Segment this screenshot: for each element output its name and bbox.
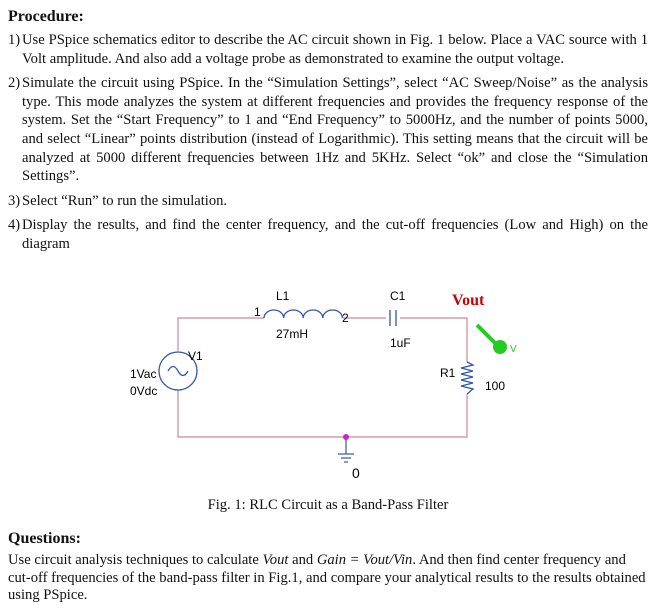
ground-symbol	[338, 437, 354, 462]
figure-caption: Fig. 1: RLC Circuit as a Band-Pass Filter	[207, 497, 449, 513]
ground-node-dot	[343, 434, 349, 440]
questions-heading: Questions:	[8, 530, 81, 547]
questions-text-3: . And then find center frequency and cut-off frequencies of the band-pass filter in Fig.1, and compare your analytical results to the results obtained using PSpice.	[8, 552, 646, 603]
voltage-probe-icon	[477, 325, 507, 354]
circuit-wires	[178, 318, 467, 437]
probe-letter: V	[510, 344, 517, 355]
capacitor-c1	[390, 310, 396, 326]
v1-label: V1	[188, 349, 203, 363]
step-text: Display the results, and find the center frequency, and the cut-off frequencies (Low and High) on the diagram	[22, 217, 648, 252]
node-1-label: 1	[254, 305, 261, 319]
r1-value: 100	[485, 379, 506, 393]
procedure-heading: Procedure:	[8, 8, 84, 25]
l1-label: L1	[276, 289, 290, 303]
v1-ac-value: 1Vac	[130, 367, 157, 381]
step-text: Simulate the circuit using PSpice. In the “Simulation Settings”, select “AC Sweep/Noise” as the analysis type. This mode analyzes the system at different frequencies and provides the frequency response of the system. Set the “Start Frequency” to 1 and “End Frequency” to 5000Hz, and the number of points 5000, and select “Linear” points distribution (instead of Logarithmic). This setting means that the circuit will be analyzed at 5000 different frequencies between 1Hz and 5KHz. Select “ok” and close the “Simulation Settings”.	[22, 75, 648, 185]
procedure-list	[8, 31, 648, 254]
step-number: 4)	[8, 217, 21, 234]
step-text: Select “Run” to run the simulation.	[22, 192, 228, 209]
step-number: 2)	[8, 75, 21, 92]
vout-term: Vout	[262, 552, 289, 568]
step-text: Use PSpice schematics editor to describe the AC circuit shown in Fig. 1 below. Place a VAC source with 1 Volt amplitude. And also add a voltage probe as demonstrated to examine the output voltage.	[22, 32, 648, 67]
step-number: 3)	[8, 192, 21, 209]
questions-paragraph	[8, 552, 648, 605]
procedure-step-4	[8, 216, 648, 253]
step-number: 1)	[8, 32, 21, 48]
procedure-step-2	[8, 74, 648, 186]
c1-value: 1uF	[390, 336, 411, 350]
c1-label: C1	[390, 289, 406, 303]
procedure-step-3	[8, 192, 648, 211]
ground-label: 0	[352, 465, 360, 481]
v1-dc-value: 0Vdc	[130, 384, 158, 398]
r1-label: R1	[440, 366, 456, 380]
l1-value: 27mH	[276, 327, 309, 341]
vout-label: Vout	[452, 292, 485, 309]
inductor-l1	[264, 310, 342, 318]
gain-formula: Gain = Vout/Vin	[316, 552, 413, 568]
circuit-diagram	[0, 280, 656, 496]
questions-text-1: Use circuit analysis techniques to calculate	[8, 552, 263, 568]
node-2-label: 2	[342, 311, 349, 325]
questions-text-2: and	[288, 552, 317, 568]
procedure-step-1	[8, 31, 648, 68]
resistor-r1	[461, 362, 473, 394]
